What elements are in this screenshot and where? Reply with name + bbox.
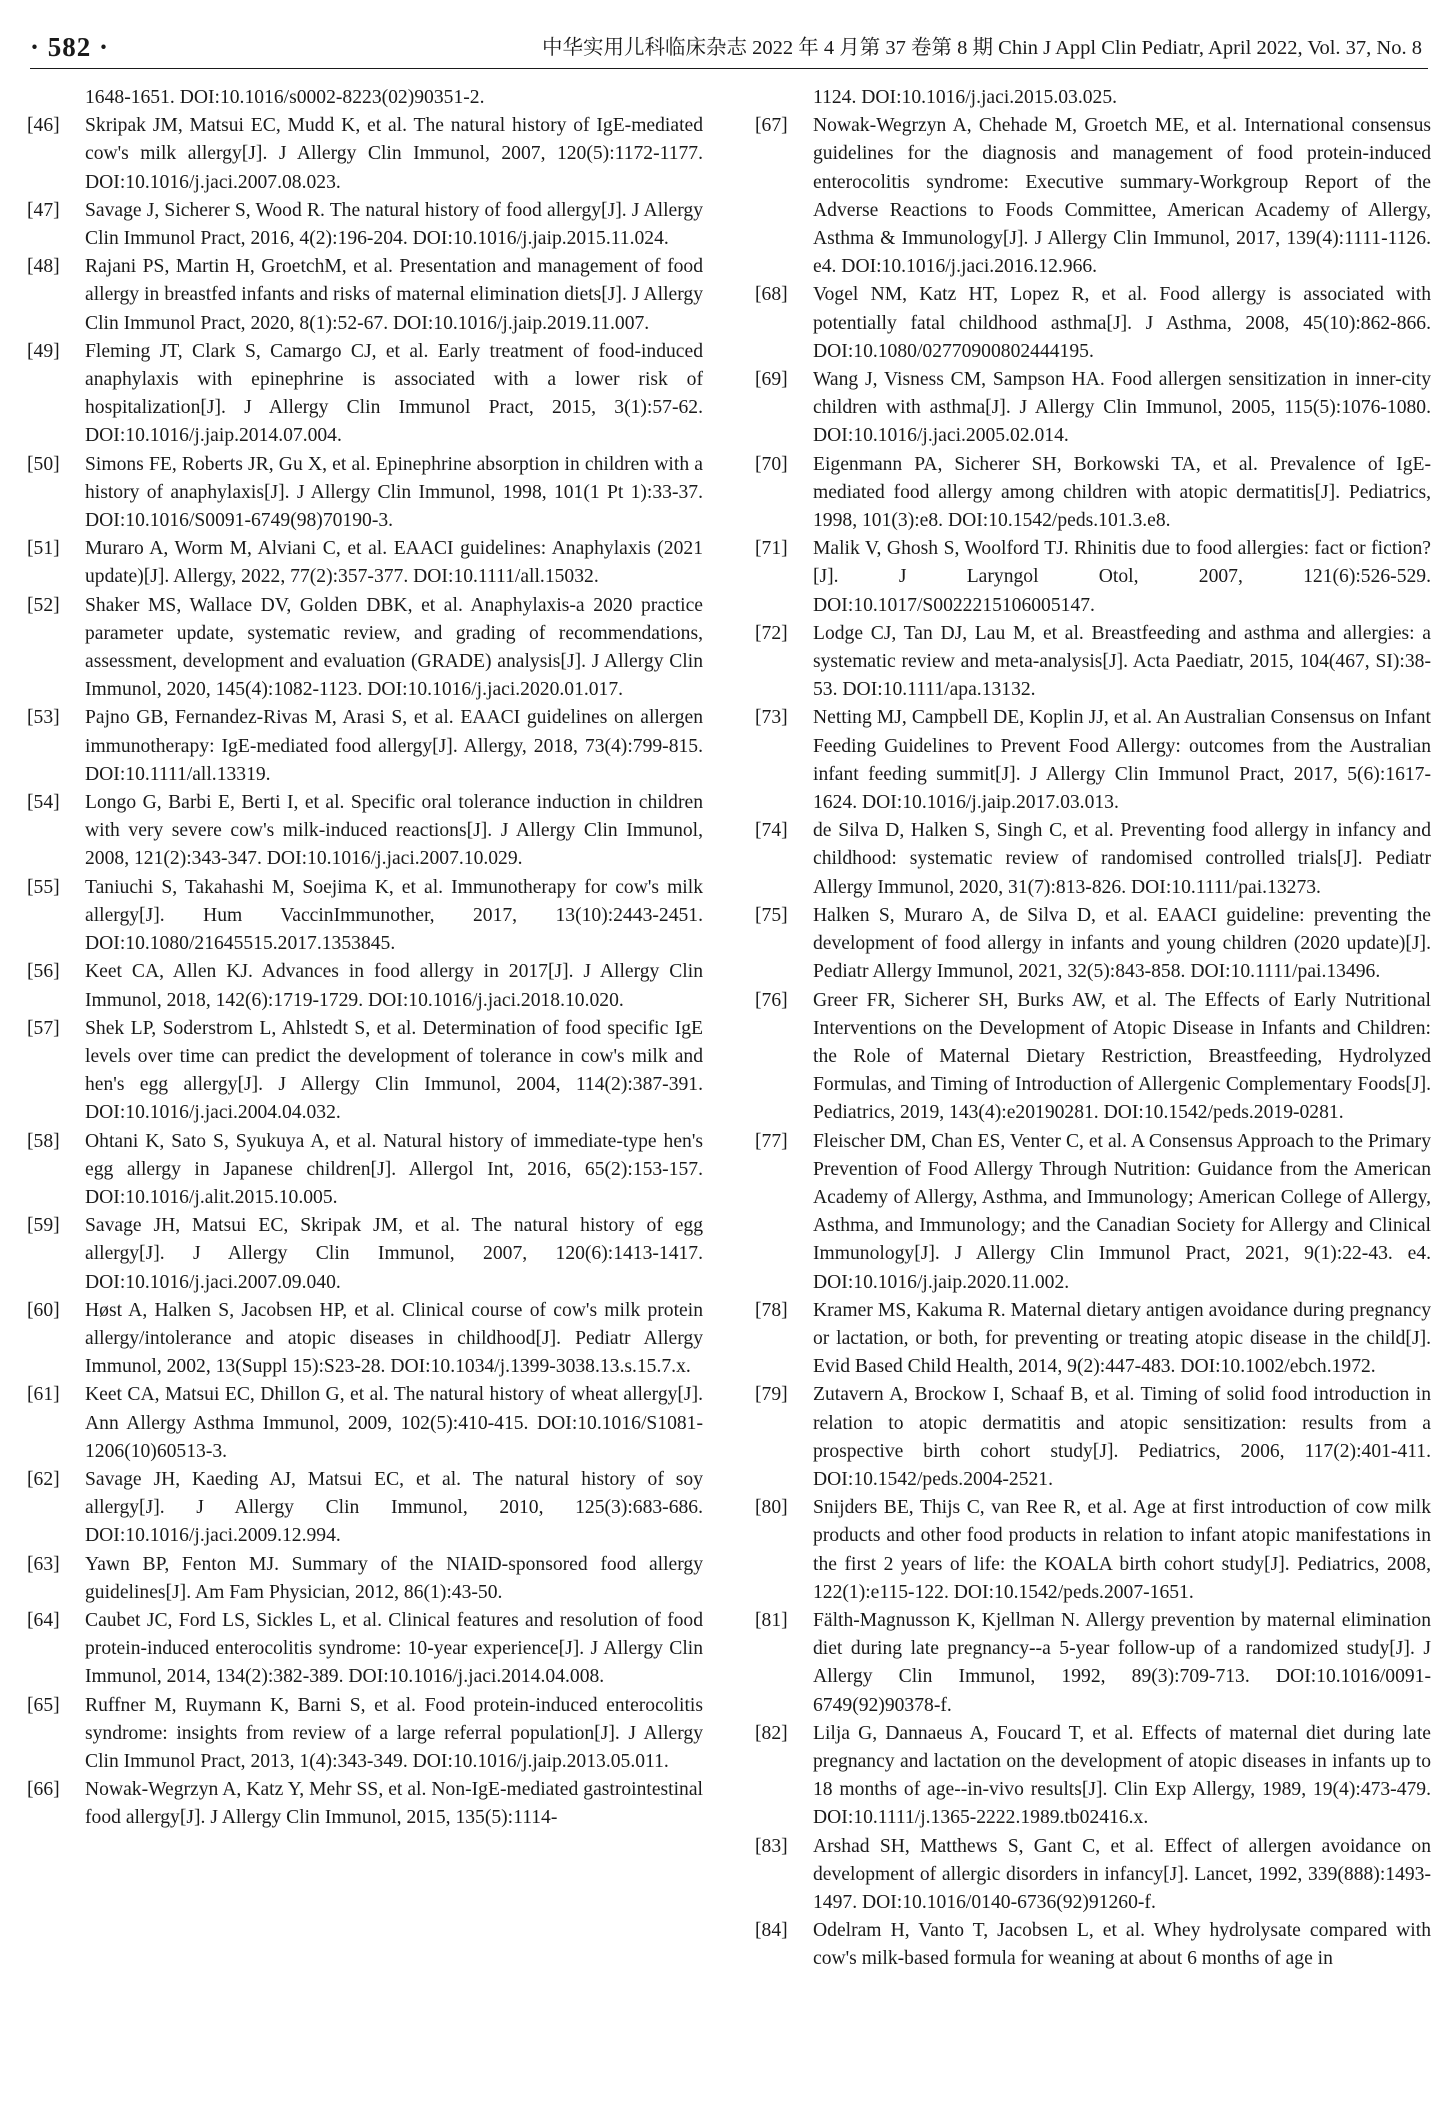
reference-entry	[27, 338, 703, 451]
reference-text: Lodge CJ, Tan DJ, Lau M, et al. Breastfeeding and asthma and allergies: a systematic review and meta-analysis[J]. Acta Paediatr, 2015, 104(467, SI):38-53. DOI:10.1111/apa.13132.	[813, 622, 1431, 701]
reference-entry	[755, 1720, 1431, 1833]
reference-entry	[755, 704, 1431, 817]
reference-number: [70]	[755, 453, 788, 475]
reference-entry	[27, 789, 703, 874]
reference-number: [62]	[27, 1468, 60, 1490]
reference-text: Wang J, Visness CM, Sampson HA. Food allergen sensitization in inner-city children with asthma[J]. J Allergy Clin Immunol, 2005, 115(5):1076-1080. DOI:10.1016/j.jaci.2005.02.014.	[813, 369, 1431, 447]
reference-text: Shek LP, Soderstrom L, Ahlstedt S, et al. Determination of food specific IgE levels over time can predict the development of tolerance in cow's milk and hen's egg allergy[J]. J Allergy Clin Immunol, 2004, 114(2):387-391. DOI:10.1016/j.jaci.2004.04.032.	[85, 1017, 703, 1124]
reference-text: Savage J, Sicherer S, Wood R. The natural history of food allergy[J]. J Allergy Clin Immunol Pract, 2016, 4(2):196-204. DOI:10.1016/j.jaip.2015.11.024.	[85, 199, 703, 250]
reference-entry	[755, 1917, 1431, 1973]
reference-entry	[755, 1833, 1431, 1918]
reference-entry	[27, 1015, 703, 1128]
reference-text: 1648-1651. DOI:10.1016/s0002-8223(02)90351-2.	[85, 87, 485, 108]
reference-number: [73]	[755, 707, 788, 729]
reference-number: [49]	[27, 340, 60, 362]
reference-text: Fälth-Magnusson K, Kjellman N. Allergy prevention by maternal elimination diet during late pregnancy--a 5-year follow-up of a randomized study[J]. J Allergy Clin Immunol, 1992, 89(3):709-713. DOI:10.1016/0091-6749(92)90378-f.	[813, 1609, 1431, 1716]
reference-number: [84]	[755, 1920, 788, 1942]
reference-entry	[755, 535, 1431, 620]
reference-entry	[755, 1128, 1431, 1297]
reference-text: Fleming JT, Clark S, Camargo CJ, et al. Early treatment of food-induced anaphylaxis with epinephrine is associated with a lower risk of hospitalization[J]. J Allergy Clin Immunol Pract, 2015, 3(1):57-62. DOI:10.1016/j.jaip.2014.07.004.	[85, 340, 703, 447]
reference-entry	[27, 112, 703, 197]
reference-text: Muraro A, Worm M, Alviani C, et al. EAACI guidelines: Anaphylaxis (2021 update)[J]. Allergy, 2022, 77(2):357-377. DOI:10.1111/all.15032.	[85, 538, 703, 588]
reference-number: [59]	[27, 1215, 60, 1237]
reference-number: [55]	[27, 876, 60, 898]
reference-entry	[755, 366, 1431, 451]
reference-text: Zutavern A, Brockow I, Schaaf B, et al. Timing of solid food introduction in relation to atopic dermatitis and atopic sensitization: results from a prospective birth cohort study[J]. Pediatrics, 2006, 117(2):401-411. DOI:10.1542/peds.2004-2521.	[813, 1384, 1431, 1490]
reference-text: Taniuchi S, Takahashi M, Soejima K, et al. Immunotherapy for cow's milk allergy[J]. Hum VaccinImmunother, 2017, 13(10):2443-2451. DOI:10.1080/21645515.2017.1353845.	[85, 876, 703, 955]
reference-text: 1124. DOI:10.1016/j.jaci.2015.03.025.	[813, 87, 1118, 108]
reference-number: [61]	[27, 1384, 60, 1406]
reference-text: Keet CA, Matsui EC, Dhillon G, et al. The natural history of wheat allergy[J]. Ann Allergy Asthma Immunol, 2009, 102(5):410-415. DOI:10.1016/S1081-1206(10)60513-3.	[85, 1384, 703, 1462]
reference-text: Skripak JM, Matsui EC, Mudd K, et al. The natural history of IgE-mediated cow's milk allergy[J]. J Allergy Clin Immunol, 2007, 120(5):1172-1177. DOI:10.1016/j.jaci.2007.08.023.	[85, 115, 703, 193]
reference-number: [50]	[27, 453, 60, 475]
reference-entry	[755, 451, 1431, 536]
reference-text: Kramer MS, Kakuma R. Maternal dietary antigen avoidance during pregnancy or lactation, or both, for preventing or treating atopic disease in the child[J]. Evid Based Child Health, 2014, 9(2):447-483. DOI:10.1002/ebch.1972.	[813, 1299, 1431, 1378]
reference-number: [51]	[27, 538, 60, 560]
reference-text: Odelram H, Vanto T, Jacobsen L, et al. Whey hydrolysate compared with cow's milk-based formula for weaning at about 6 months of age in	[813, 1920, 1431, 1970]
reference-number: [76]	[755, 989, 788, 1011]
reference-number: [80]	[755, 1497, 788, 1519]
reference-text: Arshad SH, Matthews S, Gant C, et al. Effect of allergen avoidance on development of allergic disorders in infancy[J]. Lancet, 1992, 339(888):1493-1497. DOI:10.1016/0140-6736(92)91260-f.	[813, 1835, 1431, 1913]
reference-text: de Silva D, Halken S, Singh C, et al. Preventing food allergy in infancy and childhood: systematic review of randomised controlled trials[J]. Pediatr Allergy Immunol, 2020, 31(7):813-826. DOI:10.1111/pai.13273.	[813, 820, 1431, 898]
reference-text: Ohtani K, Sato S, Syukuya A, et al. Natural history of immediate-type hen's egg allergy in Japanese children[J]. Allergol Int, 2016, 65(2):153-157. DOI:10.1016/j.alit.2015.10.005.	[85, 1130, 703, 1208]
reference-text: Greer FR, Sicherer SH, Burks AW, et al. The Effects of Early Nutritional Interventions on the Development of Atopic Disease in Infants and Children: the Role of Maternal Dietary Restriction, Breastfeeding, Hydrolyzed Formulas, and Timing of Introduction of Allergenic Complementary Foods[J]. Pediatrics, 2019, 143(4):e20190281. DOI:10.1542/peds.2019-0281.	[813, 989, 1431, 1124]
reference-text: Snijders BE, Thijs C, van Ree R, et al. Age at first introduction of cow milk products and other food products in relation to infant atopic manifestations in the first 2 years of life: the KOALA birth cohort study[J]. Pediatrics, 2008, 122(1):e115-122. DOI:10.1542/peds.2007-1651.	[813, 1497, 1431, 1603]
reference-number: [54]	[27, 792, 60, 814]
reference-text: Netting MJ, Campbell DE, Koplin JJ, et al. An Australian Consensus on Infant Feeding Guidelines to Prevent Food Allergy: outcomes from the Australian infant feeding summit[J]. J Allergy Clin Immunol Pract, 2017, 5(6):1617-1624. DOI:10.1016/j.jaip.2017.03.013.	[813, 707, 1431, 814]
reference-number: [79]	[755, 1384, 788, 1406]
reference-text: Yawn BP, Fenton MJ. Summary of the NIAID-sponsored food allergy guidelines[J]. Am Fam Physician, 2012, 86(1):43-50.	[85, 1553, 703, 1603]
reference-entry	[27, 1692, 703, 1777]
reference-number: [72]	[755, 622, 788, 644]
reference-number: [52]	[27, 594, 60, 616]
reference-text: Keet CA, Allen KJ. Advances in food allergy in 2017[J]. J Allergy Clin Immunol, 2018, 142(6):1719-1729. DOI:10.1016/j.jaci.2018.10.020.	[85, 961, 703, 1011]
reference-text: Shaker MS, Wallace DV, Golden DBK, et al. Anaphylaxis-a 2020 practice parameter update, systematic review, and grading of recommendations, assessment, development and evaluation (GRADE) analysis[J]. J Allergy Clin Immunol, 2020, 145(4):1082-1123. DOI:10.1016/j.jaci.2020.01.017.	[85, 594, 703, 701]
journal-citation-line: 中华实用儿科临床杂志 2022 年 4 月第 37 卷第 8 期 Chin J Appl Clin Pediatr, April 2022, Vol. 37, No. 8	[542, 37, 1422, 59]
reference-entry	[27, 1297, 703, 1382]
reference-text: Halken S, Muraro A, de Silva D, et al. EAACI guideline: preventing the development of food allergy in infants and young children (2020 update)[J]. Pediatr Allergy Immunol, 2021, 32(5):843-858. DOI:10.1111/pai.13496.	[813, 904, 1431, 983]
reference-number: [67]	[755, 115, 788, 137]
reference-number: [69]	[755, 369, 788, 391]
reference-entry	[27, 535, 703, 591]
reference-entry	[27, 874, 703, 959]
reference-number: [60]	[27, 1299, 60, 1321]
reference-text: Savage JH, Kaeding AJ, Matsui EC, et al. The natural history of soy allergy[J]. J Allergy Clin Immunol, 2010, 125(3):683-686. DOI:10.1016/j.jaci.2009.12.994.	[85, 1468, 703, 1547]
reference-entry	[755, 112, 1431, 281]
left-column	[27, 84, 703, 1974]
reference-entry	[755, 1494, 1431, 1607]
reference-number: [53]	[27, 707, 60, 729]
page-number: · 582 ·	[30, 32, 110, 62]
reference-number: [58]	[27, 1130, 60, 1152]
reference-text: Lilja G, Dannaeus A, Foucard T, et al. Effects of maternal diet during late pregnancy and lactation on the development of atopic diseases in infants up to 18 months of age--in-vivo results[J]. Clin Exp Allergy, 1989, 19(4):473-479. DOI:10.1111/j.1365-2222.1989.tb02416.x.	[813, 1722, 1431, 1829]
reference-entry	[755, 987, 1431, 1128]
reference-entry	[27, 592, 703, 705]
reference-number: [82]	[755, 1722, 788, 1744]
reference-text: Simons FE, Roberts JR, Gu X, et al. Epinephrine absorption in children with a history of anaphylaxis[J]. J Allergy Clin Immunol, 1998, 101(1 Pt 1):33-37. DOI:10.1016/S0091-6749(98)70190-3.	[85, 453, 703, 532]
reference-number: [64]	[27, 1609, 60, 1631]
reference-entry	[27, 1212, 703, 1297]
reference-entry	[27, 1381, 703, 1466]
reference-text: Vogel NM, Katz HT, Lopez R, et al. Food allergy is associated with potentially fatal childhood asthma[J]. J Asthma, 2008, 45(10):862-866. DOI:10.1080/02770900802444195.	[813, 284, 1431, 362]
reference-entry	[27, 451, 703, 536]
reference-entry	[27, 253, 703, 338]
reference-entry	[27, 1551, 703, 1607]
reference-entry	[27, 958, 703, 1014]
reference-text: Nowak-Wegrzyn A, Chehade M, Groetch ME, et al. International consensus guidelines for the diagnosis and management of food protein-induced enterocolitis syndrome: Executive summary-Workgroup Report of the Adverse Reactions to Foods Committee, American Academy of Allergy, Asthma & Immunology[J]. J Allergy Clin Immunol, 2017, 139(4):1111-1126. e4. DOI:10.1016/j.jaci.2016.12.966.	[813, 115, 1431, 278]
reference-text: Ruffner M, Ruymann K, Barni S, et al. Food protein-induced enterocolitis syndrome: insights from review of a large referral population[J]. J Allergy Clin Immunol Pract, 2013, 1(4):343-349. DOI:10.1016/j.jaip.2013.05.011.	[85, 1694, 703, 1772]
reference-number: [47]	[27, 199, 60, 221]
reference-entry	[27, 84, 703, 112]
reference-number: [77]	[755, 1130, 788, 1152]
reference-number: [48]	[27, 256, 60, 278]
page-header	[30, 26, 1428, 69]
reference-number: [63]	[27, 1553, 60, 1575]
reference-number: [57]	[27, 1017, 60, 1039]
reference-entry	[27, 1128, 703, 1213]
reference-number: [81]	[755, 1609, 788, 1631]
reference-number: [68]	[755, 284, 788, 306]
reference-number: [74]	[755, 820, 788, 842]
reference-entry	[755, 817, 1431, 902]
reference-text: Malik V, Ghosh S, Woolford TJ. Rhinitis due to food allergies: fact or fiction?[J]. J Laryngol Otol, 2007, 121(6):526-529. DOI:10.1017/S0022215106005147.	[813, 538, 1431, 616]
reference-text: Høst A, Halken S, Jacobsen HP, et al. Clinical course of cow's milk protein allergy/intolerance and atopic diseases in childhood[J]. Pediatr Allergy Immunol, 2002, 13(Suppl 15):S23-28. DOI:10.1034/j.1399-3038.13.s.15.7.x.	[85, 1299, 703, 1378]
reference-text: Longo G, Barbi E, Berti I, et al. Specific oral tolerance induction in children with very severe cow's milk-induced reactions[J]. J Allergy Clin Immunol, 2008, 121(2):343-347. DOI:10.1016/j.jaci.2007.10.029.	[85, 792, 703, 870]
reference-entry	[755, 902, 1431, 987]
reference-entry	[27, 1776, 703, 1832]
reference-entry	[27, 197, 703, 253]
reference-number: [75]	[755, 904, 788, 926]
reference-text: Savage JH, Matsui EC, Skripak JM, et al. The natural history of egg allergy[J]. J Allergy Clin Immunol, 2007, 120(6):1413-1417. DOI:10.1016/j.jaci.2007.09.040.	[85, 1215, 703, 1293]
reference-number: [83]	[755, 1835, 788, 1857]
reference-text: Fleischer DM, Chan ES, Venter C, et al. A Consensus Approach to the Primary Prevention of Food Allergy Through Nutrition: Guidance from the American Academy of Allergy, Asthma, and Immunology; American College of Allergy, Asthma, and Immunology; and the Canadian Society for Allergy and Clinical Immunology[J]. J Allergy Clin Immunol Pract, 2021, 9(1):22-43. e4. DOI:10.1016/j.jaip.2020.11.002.	[813, 1130, 1431, 1293]
reference-entry	[755, 1297, 1431, 1382]
reference-entry	[755, 1607, 1431, 1720]
reference-entry	[755, 84, 1431, 112]
reference-number: [56]	[27, 961, 60, 983]
reference-entry	[27, 1607, 703, 1692]
right-column	[755, 84, 1431, 1974]
reference-entry	[755, 281, 1431, 366]
reference-entry	[27, 704, 703, 789]
reference-entry	[755, 1381, 1431, 1494]
reference-number: [78]	[755, 1299, 788, 1321]
reference-text: Pajno GB, Fernandez-Rivas M, Arasi S, et al. EAACI guidelines on allergen immunotherapy: IgE-mediated food allergy[J]. Allergy, 2018, 73(4):799-815. DOI:10.1111/all.13319.	[85, 707, 703, 785]
reference-text: Rajani PS, Martin H, GroetchM, et al. Presentation and management of food allergy in breastfed infants and risks of maternal elimination diets[J]. J Allergy Clin Immunol Pract, 2020, 8(1):52-67. DOI:10.1016/j.jaip.2019.11.007.	[85, 256, 703, 334]
reference-entry	[755, 620, 1431, 705]
reference-number: [71]	[755, 538, 788, 560]
reference-text: Caubet JC, Ford LS, Sickles L, et al. Clinical features and resolution of food protein-induced enterocolitis syndrome: 10-year experience[J]. J Allergy Clin Immunol, 2014, 134(2):382-389. DOI:10.1016/j.jaci.2014.04.008.	[85, 1609, 703, 1688]
reference-number: [66]	[27, 1779, 60, 1801]
reference-list	[27, 84, 1431, 1974]
reference-text: Eigenmann PA, Sicherer SH, Borkowski TA, et al. Prevalence of IgE-mediated food allergy among children with atopic dermatitis[J]. Pediatrics, 1998, 101(3):e8. DOI:10.1542/peds.101.3.e8.	[813, 453, 1431, 532]
reference-text: Nowak-Wegrzyn A, Katz Y, Mehr SS, et al. Non-IgE-mediated gastrointestinal food allergy[J]. J Allergy Clin Immunol, 2015, 135(5):1114-	[85, 1779, 703, 1829]
reference-number: [46]	[27, 115, 60, 137]
reference-entry	[27, 1466, 703, 1551]
reference-number: [65]	[27, 1694, 60, 1716]
